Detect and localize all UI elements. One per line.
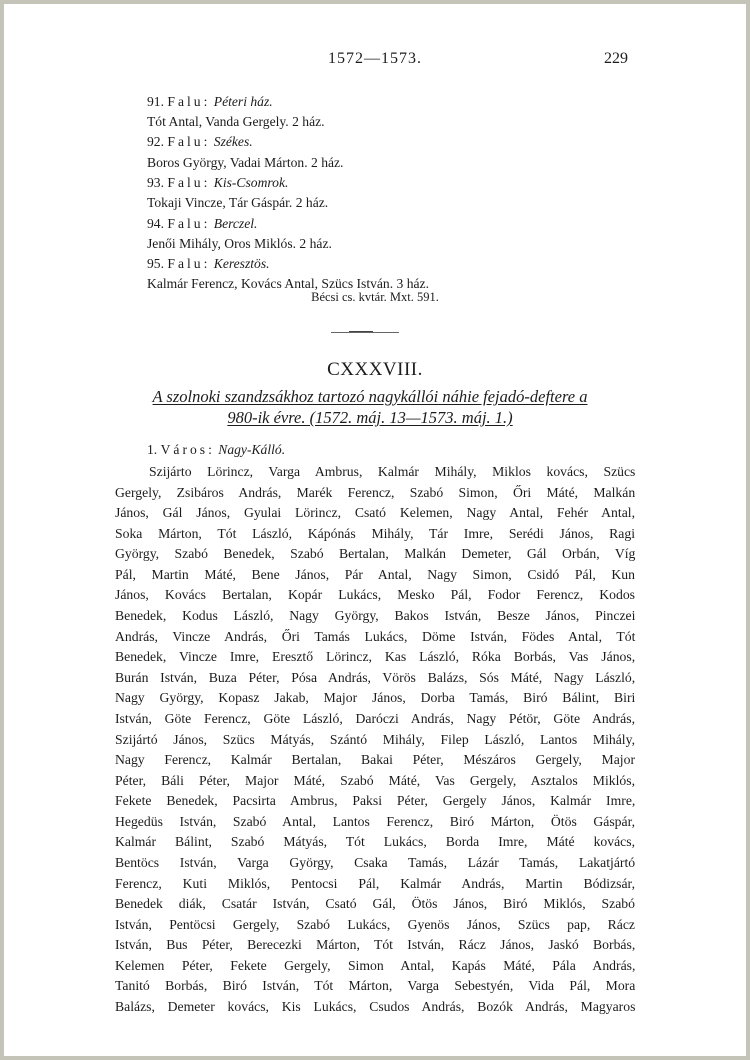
section-heading [147, 254, 270, 274]
section-number: 92. [147, 134, 164, 149]
section-residents: Tót Antal, Vanda Gergely. 2 ház. [147, 114, 325, 129]
body-line: Balázs, Demeter kovács, Kis Lukács, Csudos András, Bozók András, Magyaros [115, 999, 636, 1015]
body-line: István, Bus Péter, Berecezki Márton, Tót István, Rácz János, Jaskó Borbás, [115, 937, 636, 953]
section-number: 95. [147, 256, 164, 271]
section-label: Falu: [167, 216, 211, 231]
body-line: János, Gál János, Gyulai Lörincz, Csató Kelemen, Nagy Antal, Fehér Antal, [115, 505, 635, 521]
village-name: Keresztös. [213, 256, 270, 271]
village-name: Székes. [213, 134, 253, 149]
city-name: Nagy-Kálló. [218, 442, 286, 457]
body-line: András, Vincze András, Őri Tamás Lukács, Döme István, Födes Antal, Tót [115, 628, 636, 644]
city-label: Város: [160, 442, 215, 457]
body-line: Burán István, Buza Péter, Pósa András, Vörös Balázs, Sós Máté, Nagy László, [115, 669, 636, 685]
section-residents: Kalmár Ferencz, Kovács Antal, Szücs István. 3 ház. [147, 276, 429, 291]
section-number: 93. [147, 175, 164, 190]
body-line: Szijártó János, Szücs Mátyás, Szántó Mihály, Filep László, Lantos Mihály, [115, 731, 635, 747]
section-number: 94. [147, 216, 164, 231]
body-line: Bentöcs István, Varga György, Csaka Tamás, Lázár Tamás, Lakatjártó [115, 854, 636, 870]
document-title-line-2: 980-ik évre. (1572. máj. 13—1573. máj. 1.) [227, 408, 513, 427]
body-line: István, Göte Ferencz, Göte László, Daróczi András, Nagy Pétör, Göte András, [115, 710, 635, 726]
village-name: Kis-Csomrok. [213, 175, 289, 190]
body-line: Tanitó Borbás, Biró István, Tót Márton, Varga Sebestyén, Vida Pál, Mora [115, 978, 636, 994]
city-number: 1. [147, 442, 158, 457]
document-number: CXXXVIII. [327, 359, 423, 380]
village-name: Péteri ház. [213, 94, 273, 109]
residents-paragraph [115, 462, 635, 1018]
city-heading [147, 442, 285, 458]
source-note: Bécsi cs. kvtár. Mxt. 591. [311, 290, 439, 304]
body-line: Benedek, Vincze Imre, Eresztő Lörincz, Kas László, Róka Borbás, Vas János, [115, 649, 636, 665]
body-line: Nagy György, Kopasz Jakab, Major János, Dorba Tamás, Biró Bálint, Biri [115, 690, 636, 706]
body-line: Benedek, Kodus László, Nagy György, Bakos István, Besze János, Pinczei [115, 608, 636, 624]
body-line: Szijárto Lörincz, Varga Ambrus, Kalmár Mihály, Miklos kovács, Szücs [149, 464, 636, 479]
body-line: János, Kovács Bertalan, Kopár Lukács, Mesko Pál, Fodor Ferencz, Kodos [115, 587, 635, 603]
body-line: Gergely, Zsibáros András, Marék Ferencz, Szabó Simon, Őri Máté, Malkán [115, 484, 636, 500]
section-heading [147, 92, 273, 112]
section-residents: Jenői Mihály, Oros Miklós. 2 ház. [147, 236, 332, 251]
section-residents: Tokaji Vincze, Tár Gáspár. 2 ház. [147, 195, 329, 210]
body-line: Soka Márton, Tót László, Kápónás Mihály, Tár Imre, Serédi János, Ragi [115, 525, 635, 541]
section-heading [147, 132, 253, 152]
section-label: Falu: [167, 256, 211, 271]
body-line: Nagy Ferencz, Kalmár Bertalan, Bakai Péter, Mészáros Gergely, Major [115, 752, 635, 768]
section-label: Falu: [167, 134, 211, 149]
village-name: Berczel. [213, 216, 258, 231]
section-heading [147, 214, 257, 234]
body-line: Péter, Báli Péter, Major Máté, Szabó Máté, Vas Gergely, Asztalos Miklós, [115, 772, 635, 788]
body-line: Pál, Martin Máté, Bene János, Pár Antal, Nagy Simon, Csidó Pál, Kun [115, 566, 635, 582]
body-line: György, Szabó Benedek, Szabó Bertalan, Malkán Demeter, Gál Orbán, Víg [115, 546, 636, 562]
section-number: 91. [147, 94, 164, 109]
section-label: Falu: [167, 94, 211, 109]
body-line: Kalmár Bálint, Szabó Mátyás, Tót Lukács, Borda Imre, Máté kovács, [115, 834, 635, 850]
document-title-line-1: A szolnoki szandzsákhoz tartozó nagykállói náhie fejadó-deftere a [152, 387, 588, 406]
page-number: 229 [604, 50, 628, 67]
running-header: 1572—1573. [328, 50, 422, 67]
ornamental-rule [331, 332, 399, 334]
section-heading [147, 173, 288, 193]
section-label: Falu: [167, 175, 211, 190]
body-line: Benedek diák, Csatár István, Csató Gál, Ötös János, Biró Miklós, Szabó [115, 896, 635, 912]
body-line: Kelemen Péter, Fekete Gergely, Simon Antal, Kapás Máté, Pála András, [115, 957, 636, 973]
body-line: Fekete Benedek, Pacsirta Ambrus, Paksi Péter, Gergely János, Kalmár Imre, [115, 793, 636, 809]
body-line: Hegedüs István, Szabó Antal, Lantos Ferencz, Biró Márton, Ötös Gáspár, [115, 813, 635, 829]
section-residents: Boros György, Vadai Márton. 2 ház. [147, 155, 344, 170]
body-line: Ferencz, Kuti Miklós, Pentocsi Pál, Kalmár András, Martin Bódizsár, [115, 875, 635, 891]
body-line: István, Pentöcsi Gergely, Szabó Lukács, Gyenös János, Szücs pap, Rácz [115, 916, 635, 932]
